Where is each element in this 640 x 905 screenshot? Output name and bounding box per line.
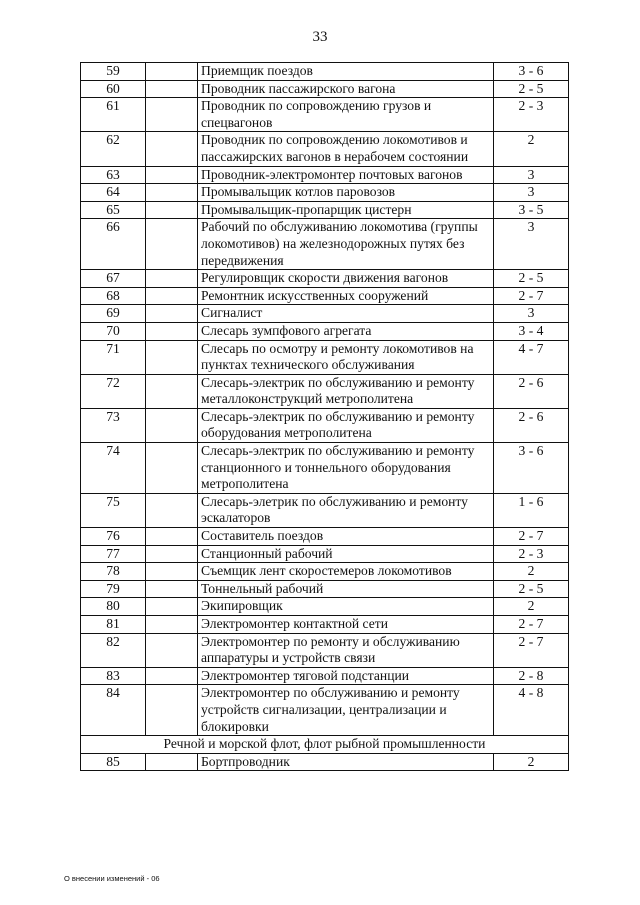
row-number: 79 (81, 580, 146, 598)
row-code-cell (146, 374, 198, 408)
profession-name: Проводник пассажирского вагона (198, 80, 494, 98)
row-code-cell (146, 493, 198, 527)
table-row (81, 305, 569, 323)
table-row (81, 528, 569, 546)
table-row (81, 184, 569, 202)
row-number: 60 (81, 80, 146, 98)
row-number: 69 (81, 305, 146, 323)
row-code-cell (146, 270, 198, 288)
row-code-cell (146, 63, 198, 81)
row-code-cell (146, 201, 198, 219)
table-row (81, 443, 569, 494)
table-row (81, 322, 569, 340)
grade-range: 3 - 6 (494, 443, 569, 494)
row-number: 67 (81, 270, 146, 288)
grade-range: 2 (494, 132, 569, 166)
table-row (81, 633, 569, 667)
grade-range: 3 - 4 (494, 322, 569, 340)
row-number: 62 (81, 132, 146, 166)
row-code-cell (146, 305, 198, 323)
grade-range: 2 - 8 (494, 667, 569, 685)
row-code-cell (146, 287, 198, 305)
profession-name: Составитель поездов (198, 528, 494, 546)
profession-name: Электромонтер тяговой подстанции (198, 667, 494, 685)
table-row (81, 616, 569, 634)
grade-range: 1 - 6 (494, 493, 569, 527)
row-code-cell (146, 580, 198, 598)
row-number: 66 (81, 219, 146, 270)
row-code-cell (146, 408, 198, 442)
row-code-cell (146, 132, 198, 166)
grade-range: 2 - 3 (494, 98, 569, 132)
profession-name: Проводник по сопровождению локомотивов и пассажирских вагонов в нерабочем состоянии (198, 132, 494, 166)
grade-range: 3 (494, 184, 569, 202)
grade-range: 3 - 6 (494, 63, 569, 81)
grade-range: 2 (494, 563, 569, 581)
profession-name: Проводник-электромонтер почтовых вагонов (198, 166, 494, 184)
grade-range: 2 (494, 753, 569, 771)
grade-range: 2 - 3 (494, 545, 569, 563)
row-number: 82 (81, 633, 146, 667)
profession-name: Электромонтер контактной сети (198, 616, 494, 634)
grade-range: 2 - 5 (494, 80, 569, 98)
table-row (81, 493, 569, 527)
profession-name: Станционный рабочий (198, 545, 494, 563)
table-row (81, 580, 569, 598)
row-number: 83 (81, 667, 146, 685)
profession-name: Слесарь-электрик по обслуживанию и ремонту оборудования метрополитена (198, 408, 494, 442)
row-number: 76 (81, 528, 146, 546)
grade-range: 2 - 6 (494, 374, 569, 408)
grade-range: 3 (494, 305, 569, 323)
profession-name: Экипировщик (198, 598, 494, 616)
profession-name: Слесарь по осмотру и ремонту локомотивов на пунктах технического обслуживания (198, 340, 494, 374)
row-number: 71 (81, 340, 146, 374)
profession-name: Регулировщик скорости движения вагонов (198, 270, 494, 288)
row-number: 77 (81, 545, 146, 563)
profession-name: Сигналист (198, 305, 494, 323)
row-code-cell (146, 753, 198, 771)
table-row (81, 667, 569, 685)
grade-range: 4 - 8 (494, 685, 569, 736)
row-code-cell (146, 598, 198, 616)
row-code-cell (146, 528, 198, 546)
grade-range: 2 - 6 (494, 408, 569, 442)
table-row (81, 374, 569, 408)
grade-range: 2 - 7 (494, 528, 569, 546)
profession-name: Проводник по сопровождению грузов и спецвагонов (198, 98, 494, 132)
row-number: 63 (81, 166, 146, 184)
profession-name: Ремонтник искусственных сооружений (198, 287, 494, 305)
row-number: 61 (81, 98, 146, 132)
profession-name: Промывальщик-пропарщик цистерн (198, 201, 494, 219)
row-number: 73 (81, 408, 146, 442)
table-row (81, 598, 569, 616)
grade-range: 3 - 5 (494, 201, 569, 219)
row-code-cell (146, 545, 198, 563)
row-code-cell (146, 80, 198, 98)
row-code-cell (146, 219, 198, 270)
table-row (81, 340, 569, 374)
grade-range: 4 - 7 (494, 340, 569, 374)
row-code-cell (146, 322, 198, 340)
profession-name: Слесарь-элетрик по обслуживанию и ремонту эскалаторов (198, 493, 494, 527)
row-code-cell (146, 166, 198, 184)
row-number: 65 (81, 201, 146, 219)
grade-range: 2 - 7 (494, 633, 569, 667)
row-number: 85 (81, 753, 146, 771)
row-number: 78 (81, 563, 146, 581)
profession-name: Электромонтер по ремонту и обслуживанию аппаратуры и устройств связи (198, 633, 494, 667)
profession-name: Приемщик поездов (198, 63, 494, 81)
table-row (81, 63, 569, 81)
page-number: 33 (312, 29, 328, 45)
table-row (81, 753, 569, 771)
profession-name: Рабочий по обслуживанию локомотива (группы локомотивов) на железнодорожных путях без передвижения (198, 219, 494, 270)
row-code-cell (146, 633, 198, 667)
row-number: 59 (81, 63, 146, 81)
table-row (81, 270, 569, 288)
table-row (81, 80, 569, 98)
table-row (81, 685, 569, 736)
profession-name: Бортпроводник (198, 753, 494, 771)
row-code-cell (146, 685, 198, 736)
profession-name: Тоннельный рабочий (198, 580, 494, 598)
section-header-row (81, 736, 569, 754)
row-code-cell (146, 184, 198, 202)
row-number: 64 (81, 184, 146, 202)
row-number: 84 (81, 685, 146, 736)
row-number: 75 (81, 493, 146, 527)
table-row (81, 98, 569, 132)
row-number: 72 (81, 374, 146, 408)
row-code-cell (146, 616, 198, 634)
row-number: 80 (81, 598, 146, 616)
grade-range: 3 (494, 219, 569, 270)
row-code-cell (146, 443, 198, 494)
table-row (81, 563, 569, 581)
row-code-cell (146, 563, 198, 581)
professions-table (80, 62, 569, 771)
profession-name: Съемщик лент скоростемеров локомотивов (198, 563, 494, 581)
row-number: 81 (81, 616, 146, 634)
grade-range: 3 (494, 166, 569, 184)
grade-range: 2 - 5 (494, 270, 569, 288)
table-row (81, 201, 569, 219)
profession-name: Слесарь-электрик по обслуживанию и ремонту станционного и тоннельного оборудования метрополитена (198, 443, 494, 494)
row-code-cell (146, 340, 198, 374)
grade-range: 2 - 7 (494, 287, 569, 305)
grade-range: 2 (494, 598, 569, 616)
row-number: 68 (81, 287, 146, 305)
table-row (81, 545, 569, 563)
table-row (81, 132, 569, 166)
footer-note: О внесении изменений - 06 (64, 874, 160, 883)
section-header: Речной и морской флот, флот рыбной промышленности (81, 736, 569, 754)
grade-range: 2 - 5 (494, 580, 569, 598)
grade-range: 2 - 7 (494, 616, 569, 634)
table-row (81, 408, 569, 442)
profession-name: Электромонтер по обслуживанию и ремонту устройств сигнализации, централизации и блокировки (198, 685, 494, 736)
row-code-cell (146, 98, 198, 132)
table-body (81, 63, 569, 771)
profession-name: Слесарь-электрик по обслуживанию и ремонту металлоконструкций метрополитена (198, 374, 494, 408)
row-code-cell (146, 667, 198, 685)
table-row (81, 166, 569, 184)
table-row (81, 219, 569, 270)
profession-name: Слесарь зумпфового агрегата (198, 322, 494, 340)
row-number: 70 (81, 322, 146, 340)
row-number: 74 (81, 443, 146, 494)
profession-name: Промывальщик котлов паровозов (198, 184, 494, 202)
table-row (81, 287, 569, 305)
